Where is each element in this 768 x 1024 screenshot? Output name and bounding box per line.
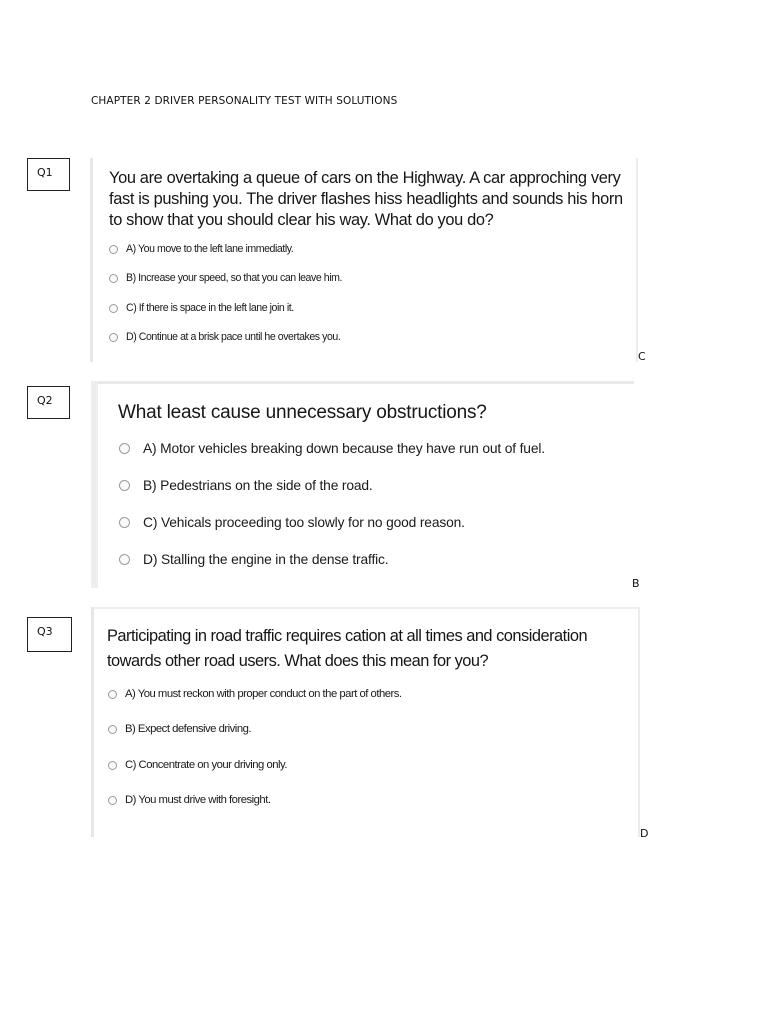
question-text: You are overtaking a queue of cars on the Highway. A car approching very fast is pushing you. The driver flashes hiss headlights and sounds his horn to show that you should clear his way. What do you do? — [109, 169, 623, 229]
answer-option[interactable] — [109, 243, 293, 255]
question-text: What least cause unnecessary obstructions? — [118, 402, 487, 423]
radio-button-icon[interactable] — [119, 480, 130, 491]
answer-option[interactable] — [108, 688, 402, 700]
card-border — [90, 158, 93, 362]
answer-option[interactable] — [108, 794, 271, 806]
document-title: CHAPTER 2 DRIVER PERSONALITY TEST WITH SOLUTIONS — [91, 95, 398, 107]
radio-button-icon[interactable] — [109, 274, 118, 283]
radio-button-icon[interactable] — [108, 725, 117, 734]
option-label: B) Increase your speed, so that you can leave him. — [126, 272, 342, 284]
option-label: D) You must drive with foresight. — [125, 794, 271, 806]
radio-button-icon[interactable] — [119, 443, 130, 454]
radio-button-icon[interactable] — [109, 304, 118, 313]
answer-option[interactable] — [109, 331, 340, 343]
question-number-box: Q3 — [27, 617, 72, 652]
card-border — [91, 607, 94, 837]
solution-answer: B — [632, 577, 640, 590]
solution-answer: D — [640, 827, 649, 840]
question-number-box: Q1 — [27, 158, 70, 191]
card-border — [91, 381, 98, 588]
radio-button-icon[interactable] — [109, 333, 118, 342]
answer-option[interactable] — [108, 723, 251, 735]
answer-option[interactable] — [109, 302, 294, 314]
option-label: B) Expect defensive driving. — [125, 723, 252, 735]
answer-option[interactable] — [119, 515, 465, 530]
solution-answer: C — [638, 350, 646, 363]
answer-option[interactable] — [119, 552, 388, 567]
radio-button-icon[interactable] — [119, 554, 130, 565]
option-label: B) Pedestrians on the side of the road. — [143, 478, 373, 493]
question-number-box: Q2 — [27, 386, 70, 419]
question-card — [90, 158, 638, 362]
card-border — [636, 158, 638, 362]
radio-button-icon[interactable] — [109, 245, 118, 254]
option-label: D) Stalling the engine in the dense traffic. — [143, 552, 389, 567]
card-border — [91, 607, 640, 609]
radio-button-icon[interactable] — [108, 761, 117, 770]
option-label: D) Continue at a brisk pace until he overtakes you. — [126, 331, 341, 343]
option-label: C) Concentrate on your driving only. — [125, 759, 287, 771]
question-text: Participating in road traffic requires cation at all times and consideration towards other road users. What does this mean for you? — [107, 627, 588, 670]
card-border — [638, 607, 640, 837]
question-card — [91, 607, 640, 837]
answer-option[interactable] — [109, 272, 342, 284]
answer-option[interactable] — [108, 759, 287, 771]
radio-button-icon[interactable] — [108, 690, 117, 699]
question-card — [91, 381, 634, 588]
option-label: C) Vehicals proceeding too slowly for no good reason. — [143, 515, 465, 530]
radio-button-icon[interactable] — [119, 517, 130, 528]
answer-option[interactable] — [119, 441, 545, 456]
card-border — [91, 381, 634, 384]
option-label: A) You move to the left lane immediatly. — [126, 243, 294, 255]
radio-button-icon[interactable] — [108, 796, 117, 805]
answer-option[interactable] — [119, 478, 373, 493]
option-label: A) You must reckon with proper conduct on the part of others. — [125, 688, 402, 700]
option-label: C) If there is space in the left lane join it. — [126, 302, 294, 314]
option-label: A) Motor vehicles breaking down because they have run out of fuel. — [143, 441, 545, 456]
